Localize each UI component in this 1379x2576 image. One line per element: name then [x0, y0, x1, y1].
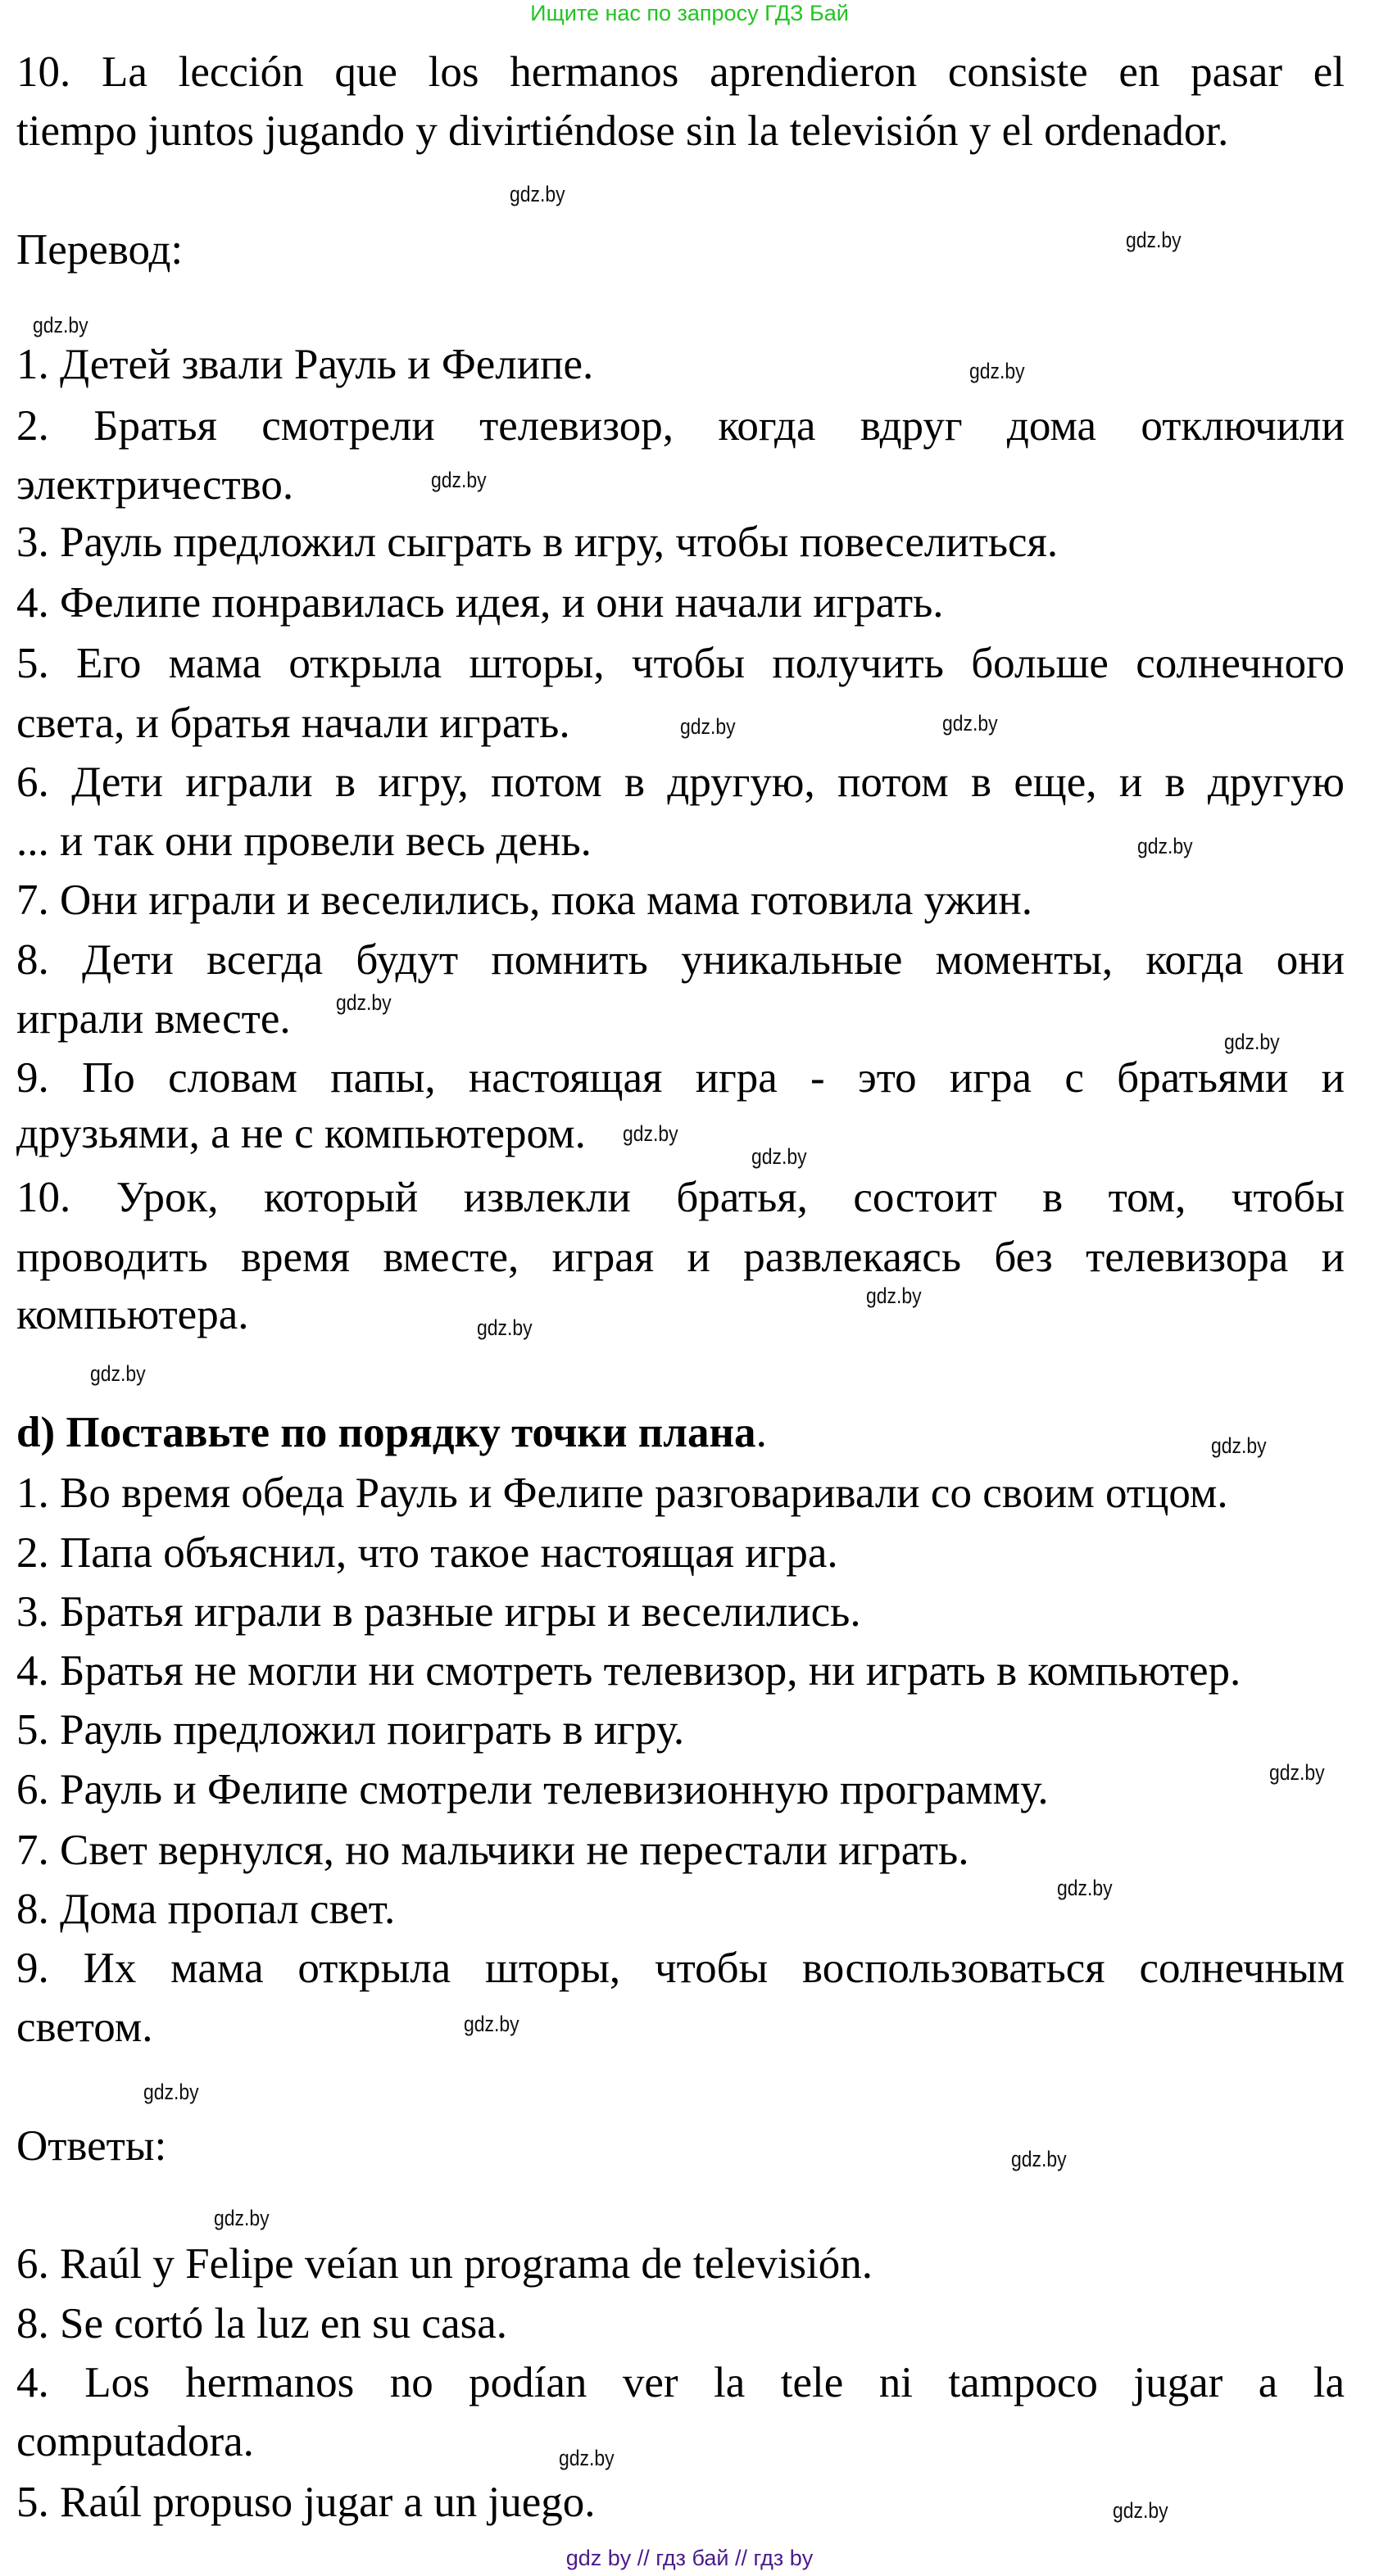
text-line: 3. Рауль предложил сыграть в игру, чтобы повеселиться. — [16, 518, 1059, 566]
text-line: 9. По словам папы, настоящая игра - это игра с братьями и — [16, 1054, 1345, 1102]
text-line: 5. Raúl propuso jugar a un juego. — [16, 2479, 596, 2526]
watermark-gdz: gdz.by — [942, 711, 998, 736]
watermark-gdz: gdz.by — [143, 2080, 199, 2104]
watermark-gdz: gdz.by — [510, 182, 565, 206]
watermark-gdz: gdz.by — [431, 468, 487, 492]
watermark-gdz: gdz.by — [969, 359, 1025, 383]
text-line: 5. Его мама открыла шторы, чтобы получить больше солнечного — [16, 640, 1345, 687]
text-line: 6. Рауль и Фелипе смотрели телевизионную программу. — [16, 1766, 1049, 1813]
text-line: 7. Они играли и веселились, пока мама готовила ужин. — [16, 876, 1033, 924]
watermark-gdz: gdz.by — [1057, 1876, 1113, 1900]
text-line: 10. Урок, который извлекли братья, состоит в том, чтобы — [16, 1174, 1345, 1221]
watermark-gdz: gdz.by — [866, 1283, 922, 1308]
text-line: электричество. — [16, 461, 294, 509]
plan-heading-bold: d) Поставьте по порядку точки плана — [16, 1409, 756, 1456]
text-line: 9. Их мама открыла шторы, чтобы воспользоваться солнечным — [16, 1944, 1345, 1992]
watermark-gdz: gdz.by — [1137, 834, 1193, 858]
text-line: 6. Raúl y Felipe veían un programa de televisión. — [16, 2240, 873, 2288]
text-line: tiempo juntos jugando y divirtiéndose sin la televisión y el ordenador. — [16, 107, 1229, 155]
watermark-gdz: gdz.by — [559, 2446, 615, 2470]
watermark-gdz: gdz.by — [1126, 228, 1182, 252]
text-line: 2. Папа объяснил, что такое настоящая игра. — [16, 1529, 838, 1577]
plan-heading-period: . — [755, 1409, 767, 1456]
text-line: 8. Дети всегда будут помнить уникальные моменты, когда они — [16, 936, 1345, 984]
text-line: 4. Los hermanos no podían ver la tele ni tampoco jugar a la — [16, 2359, 1345, 2406]
footer-links[interactable]: gdz by // гдз бай // гдз by — [565, 2546, 814, 2570]
text-line: играли вместе. — [16, 995, 291, 1043]
text-line: компьютера. — [16, 1291, 249, 1338]
watermark-gdz: gdz.by — [336, 990, 392, 1015]
text-line: 3. Братья играли в разные игры и веселились. — [16, 1588, 861, 1636]
text-line: 5. Рауль предложил поиграть в игру. — [16, 1706, 685, 1754]
text-line: 2. Братья смотрели телевизор, когда вдруг дома отключили — [16, 402, 1345, 450]
text-line: 8. Дома пропал свет. — [16, 1886, 396, 1933]
translation-heading: Перевод: — [16, 226, 184, 274]
text-line: 1. Детей звали Рауль и Фелипе. — [16, 341, 594, 388]
text-line: computadora. — [16, 2418, 254, 2465]
watermark-gdz: gdz.by — [680, 714, 736, 739]
watermark-gdz: gdz.by — [623, 1121, 678, 1146]
text-line: 6. Дети играли в игру, потом в другую, потом в еще, и в другую — [16, 758, 1345, 806]
watermark-gdz: gdz.by — [1011, 2147, 1067, 2171]
text-line: светом. — [16, 2003, 153, 2051]
watermark-gdz: gdz.by — [1269, 1760, 1325, 1785]
watermark-gdz: gdz.by — [1113, 2498, 1168, 2523]
watermark-gdz: gdz.by — [33, 313, 88, 337]
header-search-link[interactable]: Ищите нас по запросу ГДЗ Бай — [530, 1, 849, 25]
watermark-gdz: gdz.by — [1211, 1433, 1267, 1458]
watermark-gdz: gdz.by — [464, 2012, 519, 2036]
text-line: 10. La lección que los hermanos aprendieron consiste en pasar el — [16, 48, 1345, 96]
text-line: ... и так они провели весь день. — [16, 817, 592, 865]
text-line: проводить время вместе, играя и развлекаясь без телевизора и — [16, 1234, 1345, 1281]
watermark-gdz: gdz.by — [90, 1361, 146, 1386]
text-line: 1. Во время обеда Рауль и Фелипе разговаривали со своим отцом. — [16, 1469, 1228, 1517]
text-line: 7. Свет вернулся, но мальчики не перестали играть. — [16, 1827, 969, 1874]
watermark-gdz: gdz.by — [1224, 1030, 1280, 1054]
watermark-gdz: gdz.by — [214, 2206, 270, 2230]
answers-heading: Ответы: — [16, 2122, 167, 2170]
text-line: 4. Фелипе понравилась идея, и они начали играть. — [16, 579, 944, 627]
watermark-gdz: gdz.by — [477, 1315, 533, 1340]
plan-heading — [16, 1408, 767, 1457]
text-line: света, и братья начали играть. — [16, 699, 570, 747]
text-line: 8. Se cortó la luz en su casa. — [16, 2300, 507, 2347]
text-line: друзьями, а не с компьютером. — [16, 1110, 586, 1157]
watermark-gdz: gdz.by — [751, 1144, 807, 1169]
text-line: 4. Братья не могли ни смотреть телевизор, ни играть в компьютер. — [16, 1647, 1241, 1695]
